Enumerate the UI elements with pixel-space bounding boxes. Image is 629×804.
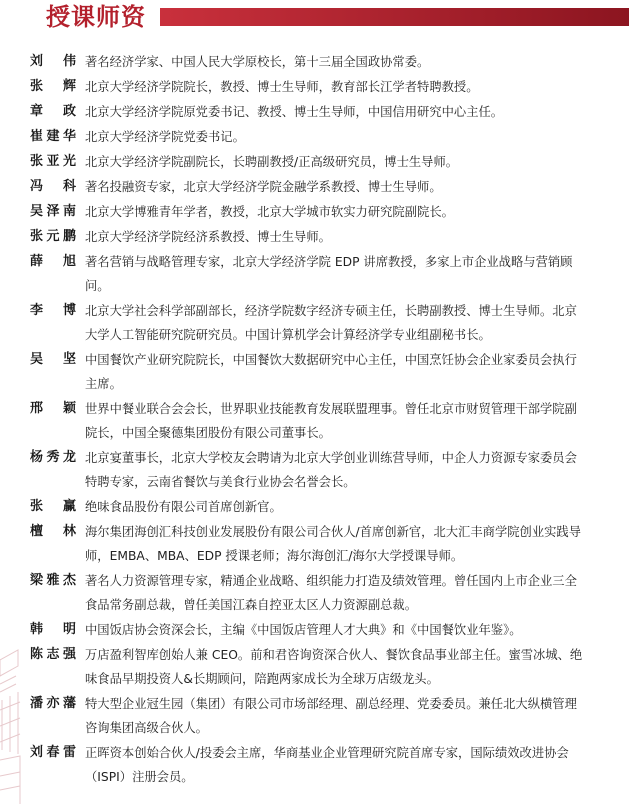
faculty-description: 北京大学经济学院经济系教授、博士生导师。	[85, 230, 331, 244]
faculty-entry	[0, 152, 629, 177]
faculty-name: 薛 旭	[30, 254, 76, 269]
faculty-description: 正晖资本创始合伙人/投委会主席，华商基业企业管理研究院首席专家，国际绩效改进协会（ISPI）注册会员。	[85, 746, 569, 784]
faculty-entry	[0, 645, 629, 694]
faculty-entry	[0, 497, 629, 522]
faculty-name: 陈志强	[30, 647, 76, 662]
faculty-name: 梁雅杰	[30, 573, 76, 588]
faculty-entry	[0, 522, 629, 571]
faculty-name: 潘亦藩	[30, 696, 76, 711]
faculty-description: 著名投融资专家，北京大学经济学院金融学系教授、博士生导师。	[85, 180, 442, 194]
page-header	[0, 0, 629, 34]
faculty-name: 张 赢	[30, 499, 76, 514]
faculty-description: 北京大学经济学院党委书记。	[85, 130, 245, 144]
page-title: 授课师资	[46, 3, 146, 31]
faculty-entry	[0, 694, 629, 743]
faculty-name: 檀 林	[30, 524, 76, 539]
faculty-entry	[0, 743, 629, 792]
faculty-description: 北京大学经济学院副院长，长聘副教授/正高级研究员，博士生导师。	[85, 155, 459, 169]
faculty-description: 万店盈利智库创始人兼 CEO。前和君咨询资深合伙人、餐饮食品事业部主任。蜜雪冰城、绝味食品早期投资人&长期顾问，陪跑两家成长为全球万店级龙头。	[85, 648, 583, 686]
faculty-name: 李 博	[30, 303, 76, 318]
faculty-name: 张 辉	[30, 79, 76, 94]
faculty-description: 北京大学经济学院原党委书记、教授、博士生导师，中国信用研究中心主任。	[85, 105, 504, 119]
faculty-entry	[0, 77, 629, 102]
faculty-name: 刘春雷	[30, 745, 76, 760]
faculty-description: 海尔集团海创汇科技创业发展股份有限公司合伙人/首席创新官，北大汇丰商学院创业实践导师，EMBA、MBA、EDP 授课老师；海尔海创汇/海尔大学授课导师。	[85, 525, 582, 563]
faculty-list	[0, 52, 629, 792]
faculty-entry	[0, 52, 629, 77]
faculty-description: 世界中餐业联合会会长，世界职业技能教育发展联盟理事。曾任北京市财贸管理干部学院副院长，中国全聚德集团股份有限公司董事长。	[85, 402, 577, 440]
faculty-entry	[0, 399, 629, 448]
faculty-entry	[0, 301, 629, 350]
faculty-name: 张亚光	[30, 154, 76, 169]
faculty-entry	[0, 620, 629, 645]
faculty-entry	[0, 448, 629, 497]
faculty-description: 北京大学经济学院院长，教授、博士生导师，教育部长江学者特聘教授。	[85, 80, 479, 94]
faculty-entry	[0, 202, 629, 227]
faculty-name: 吴泽南	[30, 204, 76, 219]
faculty-name: 章 政	[30, 104, 76, 119]
faculty-description: 中国餐饮产业研究院院长，中国餐饮大数据研究中心主任，中国烹饪协会企业家委员会执行主席。	[85, 353, 577, 391]
faculty-description: 北京大学社会科学部副部长，经济学院数字经济专硕主任，长聘副教授、博士生导师。北京大学人工智能研究院研究员。中国计算机学会计算经济学专业组副秘书长。	[85, 304, 577, 342]
faculty-name: 刘 伟	[30, 54, 76, 69]
faculty-entry	[0, 350, 629, 399]
faculty-entry	[0, 571, 629, 620]
faculty-description: 北京宴董事长，北京大学校友会聘请为北京大学创业训练营导师，中企人力资源专家委员会特聘专家，云南省餐饮与美食行业协会名誉会长。	[85, 451, 577, 489]
faculty-entry	[0, 177, 629, 202]
faculty-description: 著名营销与战略管理专家，北京大学经济学院 EDP 讲席教授，多家上市企业战略与营销顾问。	[85, 255, 573, 293]
title-decorative-bar	[160, 8, 629, 26]
faculty-entry	[0, 127, 629, 152]
faculty-description: 著名经济学家、中国人民大学原校长，第十三届全国政协常委。	[85, 55, 430, 69]
faculty-entry	[0, 252, 629, 301]
faculty-description: 中国饭店协会资深会长，主编《中国饭店管理人才大典》和《中国餐饮业年鉴》。	[85, 623, 522, 637]
faculty-name: 吴 坚	[30, 352, 76, 367]
faculty-description: 特大型企业冠生园（集团）有限公司市场部经理、副总经理、党委委员。兼任北大纵横管理咨询集团高级合伙人。	[85, 697, 577, 735]
faculty-description: 北京大学博雅青年学者，教授，北京大学城市软实力研究院副院长。	[85, 205, 454, 219]
faculty-name: 张元鹏	[30, 229, 76, 244]
faculty-entry	[0, 102, 629, 127]
faculty-name: 杨秀龙	[30, 450, 76, 465]
faculty-entry	[0, 227, 629, 252]
faculty-description: 著名人力资源管理专家，精通企业战略、组织能力打造及绩效管理。曾任国内上市企业三全食品常务副总裁，曾任美国江森自控亚太区人力资源副总裁。	[85, 574, 577, 612]
faculty-name: 冯 科	[30, 179, 76, 194]
faculty-name: 韩 明	[30, 622, 76, 637]
faculty-name: 崔建华	[30, 129, 76, 144]
faculty-description: 绝味食品股份有限公司首席创新官。	[85, 500, 282, 514]
faculty-name: 邢 颖	[30, 401, 76, 416]
